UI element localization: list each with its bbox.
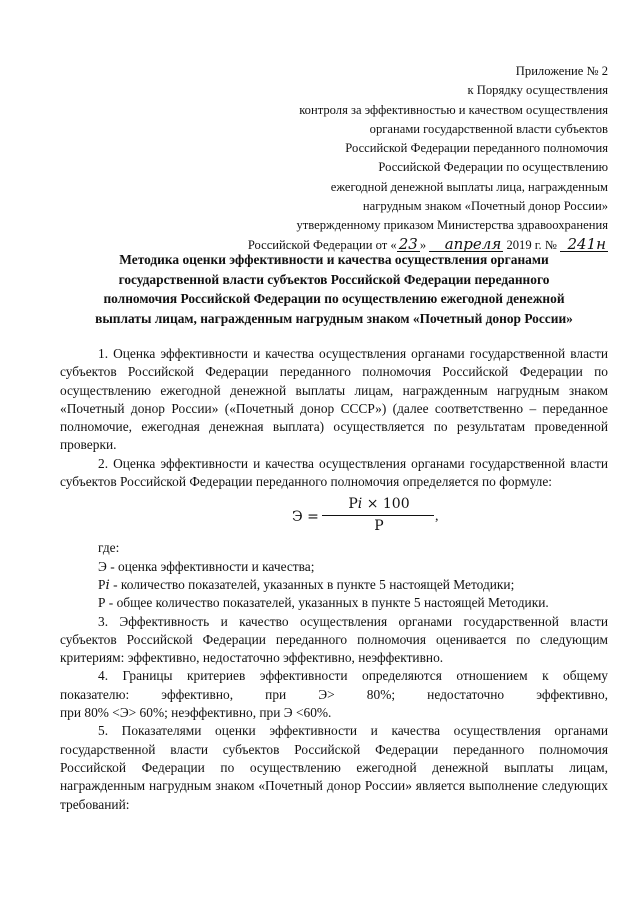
date-separator: » [419, 237, 427, 252]
annex-line: Российской Федерации по осуществлению [378, 160, 608, 175]
annex-line: контроля за эффективностью и качеством осуществления [299, 102, 608, 117]
paragraph-1: 1. Оценка эффективности и качества осуществления органами государственной власти субъектов Российской Федерации переданного полномочия Российской Федерации по осуществлению ежегодной денежной выплаты лицам, награжденным нагрудным знаком «Почетный донор России» («Почетный донор СССР») (далее соответственно – переданное полномочие, ежегодная денежная выплата) осуществляется по результатам проведенной проверки. [60, 346, 608, 453]
document-title [60, 250, 608, 328]
definition-item: P𝑖 - количество показателей, указанных в пункте 5 настоящей Методики; [98, 576, 515, 592]
formula-lhs: Э = [292, 509, 319, 526]
paragraph-4-line: показателю: эффективно, при Э> 80%; недостаточно эффективно, [60, 686, 608, 702]
annex-line: нагрудным знаком «Почетный донор России» [362, 199, 608, 214]
annex-line: органами государственной власти субъектов [369, 121, 608, 136]
title-line: Методика оценки эффективности и качества осуществления органами [119, 252, 549, 267]
annex-line: Российской Федерации переданного полномочия [345, 141, 608, 156]
annex-date-prefix: Российской Федерации от « [247, 237, 397, 252]
annex-line: к Порядку осуществления [467, 83, 608, 98]
definition-item: Р - общее количество показателей, указанных в пункте 5 настоящей Методики. [98, 595, 549, 611]
formula-denominator: P [374, 518, 384, 535]
definition-item: Э - оценка эффективности и качества; [98, 558, 315, 574]
annex-header [188, 62, 608, 255]
document-body [60, 345, 608, 814]
annex-line: утвержденному приказом Министерства здравоохранения [296, 218, 608, 233]
title-line: полномочия Российской Федерации по осуществлению ежегодной денежной [103, 291, 565, 307]
handwritten-order-number: 241н [560, 237, 608, 252]
paragraph-4-line: при 80% <Э> 60%; неэффективно, при Э <60%. [60, 705, 332, 721]
efficiency-formula [60, 493, 608, 537]
fraction-bar [322, 515, 434, 516]
paragraph-2: 2. Оценка эффективности и качества осуществления органами государственной власти субъектов Российской Федерации переданного полномочия определяется по формуле: [60, 455, 608, 490]
handwritten-day: 23 [398, 234, 418, 253]
formula-comma: , [435, 509, 439, 525]
annex-line: ежегодной денежной выплаты лица, награжденным [330, 179, 608, 194]
handwritten-month: апреля [429, 237, 503, 252]
formula-numerator: P𝑖 × 100 [348, 496, 410, 513]
title-line: государственной власти субъектов Российской Федерации переданного [118, 271, 550, 287]
where-label: где: [98, 540, 120, 556]
paragraph-5: 5. Показателями оценки эффективности и качества осуществления органами государственной власти субъектов Российской Федерации переданного полномочия Российской Федерации по осуществлению ежегодной денежной выплаты лицам, награжденным нагрудным знаком «Почетный донор России» является выполнение следующих требований: [60, 723, 608, 812]
annex-line: Приложение № 2 [515, 64, 608, 78]
paragraph-4-line: 4. Границы критериев эффективности определяются отношением к общему [98, 668, 608, 684]
paragraph-3: 3. Эффективность и качество осуществления органами государственной власти субъектов Российской Федерации переданного полномочия оценивается по следующим критериям: эффективно, недостаточно эффективно, неэффективно. [60, 613, 608, 666]
annex-year: 2019 г. № [506, 237, 557, 252]
title-line: выплаты лицам, награжденным нагрудным знаком «Почетный донор России» [95, 310, 573, 326]
